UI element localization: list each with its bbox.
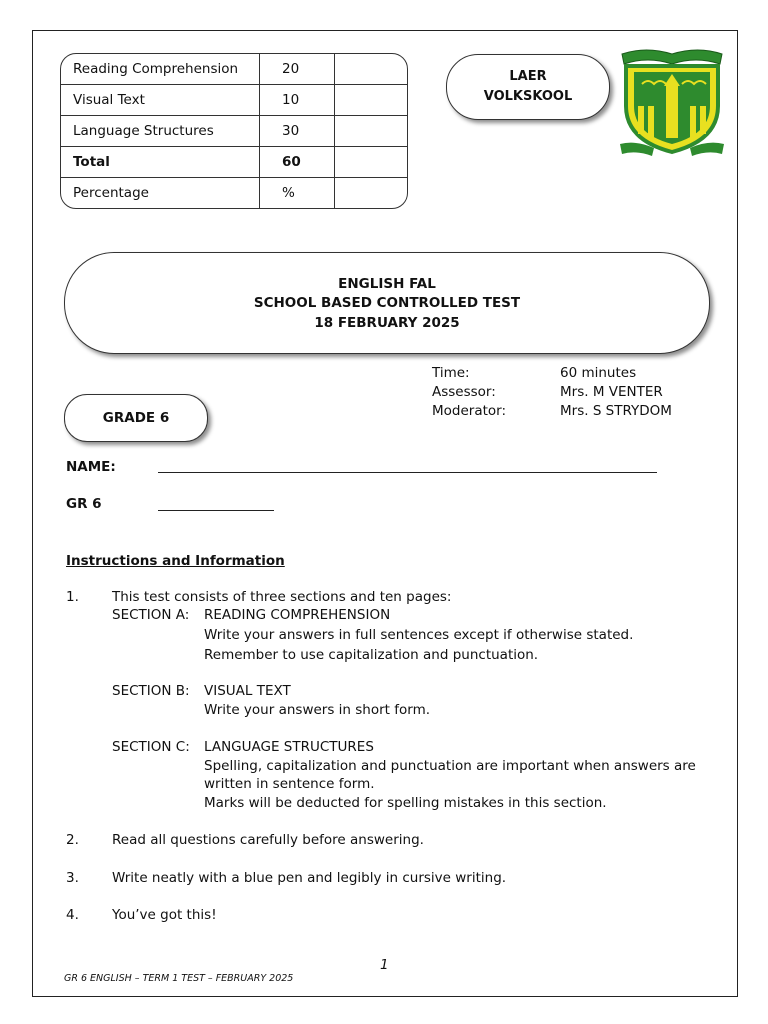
name-label: NAME: [66,459,116,475]
section-c-line-2: written in sentence form. [204,776,375,792]
section-c-title: LANGUAGE STRUCTURES [204,739,374,755]
marks-row-max: 60 [260,146,335,177]
item-1-number: 1. [66,589,79,605]
marks-row-label: Percentage [61,177,260,208]
marks-row-max: 30 [260,115,335,146]
section-a-title: READING COMPREHENSION [204,607,391,623]
marks-table [60,53,408,209]
section-a-line-1: Write your answers in full sentences except if otherwise stated. [204,627,634,643]
marks-row-label: Total [61,146,260,177]
class-answer-line[interactable] [158,510,274,511]
marks-row [61,146,407,177]
subject-title: ENGLISH FAL [338,276,436,292]
test-title-block [64,252,710,354]
marks-row-score-cell[interactable] [335,84,408,115]
item-2-number: 2. [66,832,79,848]
marks-row-max: 20 [260,54,335,84]
assessor-value: Mrs. M VENTER [560,384,663,400]
school-name-line1: LAER [509,69,547,84]
footer-text: GR 6 ENGLISH – TERM 1 TEST – FEBRUARY 2025 [64,973,294,984]
assessor-label: Assessor: [432,384,496,400]
item-2-text: Read all questions carefully before answering. [112,832,424,848]
school-crest-logo [616,44,728,160]
item-4-text: You’ve got this! [112,907,217,923]
time-label: Time: [432,365,470,381]
school-name-badge [446,54,610,120]
moderator-value: Mrs. S STRYDOM [560,403,672,419]
section-a-label: SECTION A: [112,607,190,623]
section-c-label: SECTION C: [112,739,190,755]
instructions-heading: Instructions and Information [66,553,285,569]
section-b-line-1: Write your answers in short form. [204,702,431,718]
section-b-title: VISUAL TEXT [204,683,291,699]
test-date: 18 FEBRUARY 2025 [314,315,460,331]
section-c-line-3: Marks will be deducted for spelling mistakes in this section. [204,795,607,811]
test-type-title: SCHOOL BASED CONTROLLED TEST [253,295,521,311]
marks-row [61,115,407,146]
time-value: 60 minutes [560,365,637,381]
marks-row-score-cell[interactable] [335,54,408,84]
marks-row-max: 10 [260,84,335,115]
class-label: GR 6 [66,496,102,512]
item-1-text: This test consists of three sections and ten pages: [112,589,452,605]
marks-row-label: Reading Comprehension [61,54,260,84]
page-number: 1 [380,957,389,973]
marks-row-score-cell[interactable] [335,115,408,146]
grade-badge [64,394,208,442]
moderator-label: Moderator: [432,403,507,419]
marks-row-label: Language Structures [61,115,260,146]
marks-row-max: % [260,177,335,208]
marks-row-label: Visual Text [61,84,260,115]
marks-row [61,177,407,208]
marks-row [61,54,407,84]
marks-row-score-cell[interactable] [335,146,408,177]
item-3-text: Write neatly with a blue pen and legibly in cursive writing. [112,870,507,886]
marks-row [61,84,407,115]
school-name-line2: VOLKSKOOL [483,89,573,104]
item-4-number: 4. [66,907,79,923]
name-answer-line[interactable] [158,472,657,473]
grade-text: GRADE 6 [102,410,170,426]
marks-row-score-cell[interactable] [335,177,408,208]
section-c-line-1: Spelling, capitalization and punctuation are important when answers are [204,758,696,774]
section-b-label: SECTION B: [112,683,190,699]
section-a-line-2: Remember to use capitalization and punctuation. [204,647,539,663]
item-3-number: 3. [66,870,79,886]
